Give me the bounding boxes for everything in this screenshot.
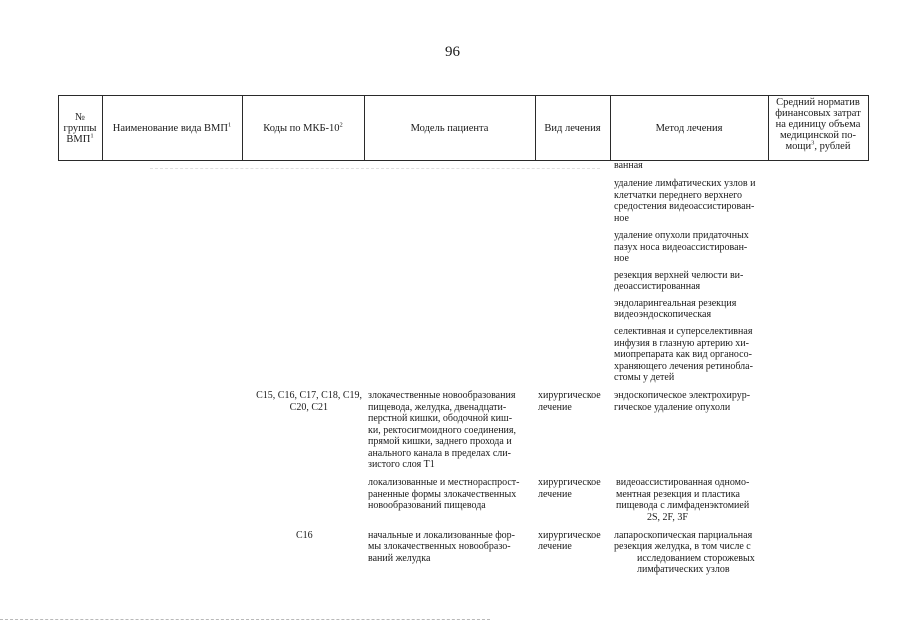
method-text: эндоларингеальная резекция: [614, 298, 737, 309]
header-cost-line: , рублей: [814, 141, 851, 152]
header-cost-line: Средний норматив: [776, 97, 860, 108]
treatment-method: эндоскопическое электрохирур-: [614, 390, 751, 401]
method-text: видеоэндоскопическая: [614, 309, 712, 320]
footnote-mark: 3: [811, 139, 815, 147]
treatment-method: пищевода с лимфаденэктомией: [616, 500, 750, 511]
header-group-line: №: [74, 111, 86, 123]
header-average-cost: [768, 96, 868, 160]
header-icd-codes-text: Коды по МКБ-10: [263, 122, 340, 134]
header-cost-line: финансовых затрат: [775, 108, 861, 119]
header-treatment-method: Метод лечения: [655, 122, 723, 134]
patient-model: мы злокачественных новообразо-: [368, 541, 511, 552]
icd-codes: C15, C16, C17, C18, C19,: [256, 390, 362, 401]
header-icd-codes: [242, 96, 364, 160]
footnote-mark: 1: [90, 132, 94, 139]
header-cost-line: мощи: [785, 141, 812, 152]
footnote-mark: 1: [227, 121, 232, 128]
header-group-number: [58, 96, 102, 160]
method-text: удаление опухоли придаточных: [614, 230, 749, 241]
treatment-method: лапароскопическая парциальная: [614, 530, 753, 541]
patient-model: локализованные и местнораспрост-: [368, 477, 520, 488]
treatment-method: исследованием сторожевых: [637, 553, 755, 564]
treatment-method: ментная резекция и пластика: [616, 489, 740, 500]
method-text: инфузия в глазную артерию хи-: [614, 338, 749, 349]
treatment-type: хирургическое: [538, 390, 601, 401]
treatment-type: хирургическое: [538, 477, 601, 488]
header-divider: [868, 95, 869, 161]
method-text: удаление лимфатических узлов и: [614, 178, 756, 189]
patient-model: анального канала в пределах сли-: [368, 448, 511, 459]
header-cost-line: медицинской по-: [779, 130, 857, 141]
header-bottom-border: [58, 160, 868, 161]
icd-codes: C16: [296, 530, 313, 541]
treatment-method: резекция желудка, в том числе с: [614, 541, 751, 552]
method-text: стомы у детей: [614, 372, 675, 383]
method-text: селективная и суперселективная: [614, 326, 753, 337]
header-treatment-type: Вид лечения: [544, 122, 601, 134]
patient-model: новообразований пищевода: [368, 500, 486, 511]
patient-model: пищевода, желудка, двенадцати-: [368, 402, 507, 413]
method-text: ное: [614, 253, 629, 264]
treatment-method: видеоассистированная одномо-: [616, 477, 750, 488]
treatment-method: гическое удаление опухоли: [614, 402, 731, 413]
patient-model: ки, ректосигмоидного соединения,: [368, 425, 516, 436]
scan-artifact-line: [150, 168, 600, 169]
header-vmp-name: [102, 96, 242, 160]
patient-model: раненные формы злокачественных: [368, 489, 517, 500]
scan-artifact-line: [0, 619, 490, 620]
footnote-mark: 2: [339, 121, 343, 128]
treatment-type: лечение: [538, 541, 572, 552]
header-vmp-name-text: Наименование вида ВМП: [112, 122, 228, 134]
method-text: ванная: [614, 160, 643, 171]
method-text: деоассистированная: [614, 281, 701, 292]
treatment-type: лечение: [538, 402, 572, 413]
header-group-line: группы: [63, 122, 97, 134]
method-text: средостения видеоассистирован-: [614, 201, 755, 212]
header-cost-line: на единицу объема: [775, 119, 861, 130]
treatment-method: лимфатических узлов: [637, 564, 730, 575]
patient-model: ваний желудка: [368, 553, 431, 564]
method-text: резекция верхней челюсти ви-: [614, 270, 744, 281]
patient-model: злокачественные новообразования: [368, 390, 516, 401]
header-group-line: ВМП: [66, 133, 91, 145]
method-text: миопрепарата как вид органосо-: [614, 349, 752, 360]
treatment-type: хирургическое: [538, 530, 601, 541]
method-text: храняющего лечения ретинобла-: [614, 361, 753, 372]
page-number: 96: [445, 44, 460, 60]
patient-model: начальные и локализованные фор-: [368, 530, 516, 541]
patient-model: перстной кишки, ободочной киш-: [368, 413, 513, 424]
method-text: пазух носа видеоассистирован-: [614, 242, 748, 253]
treatment-method: 2S, 2F, 3F: [647, 512, 688, 523]
treatment-type: лечение: [538, 489, 572, 500]
icd-codes: C20, C21: [289, 402, 328, 413]
method-text: ное: [614, 213, 629, 224]
header-patient-model: Модель пациента: [410, 122, 489, 134]
patient-model: прямой кишки, заднего прохода и: [368, 436, 512, 447]
patient-model: зистого слоя T1: [368, 459, 435, 470]
method-text: клетчатки переднего верхнего: [614, 190, 743, 201]
